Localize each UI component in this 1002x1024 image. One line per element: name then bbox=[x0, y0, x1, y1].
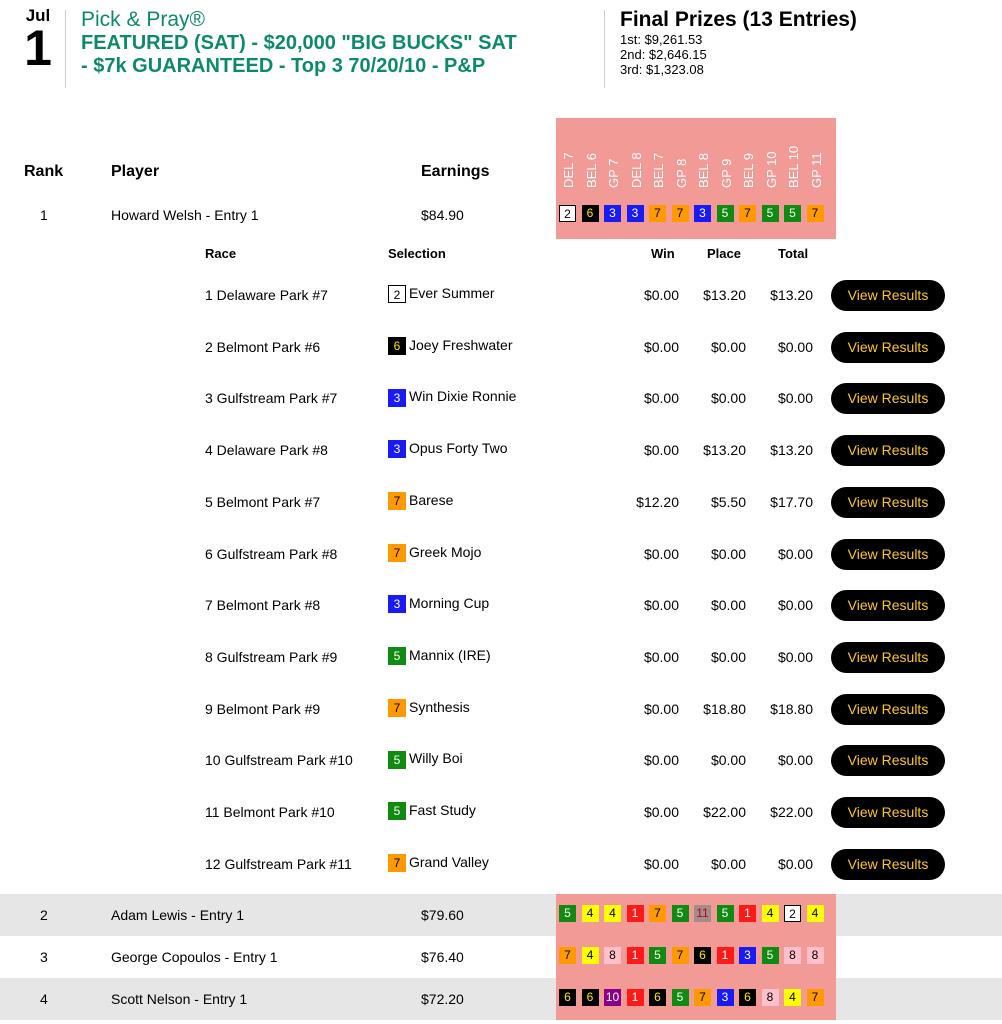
selection-detail-header bbox=[0, 246, 1002, 266]
pick-number-box: 8 bbox=[762, 989, 779, 1006]
player-name[interactable]: Adam Lewis - Entry 1 bbox=[111, 907, 245, 923]
contest-header bbox=[0, 0, 1002, 100]
win-amount: $0.00 bbox=[643, 287, 679, 303]
race-labels bbox=[556, 118, 836, 194]
total-amount: $0.00 bbox=[777, 752, 813, 769]
pick-number-box: 5 bbox=[717, 205, 734, 222]
post-number-box: 3 bbox=[388, 595, 406, 613]
rank-header: Rank bbox=[24, 163, 64, 180]
pick-number-box: 7 bbox=[672, 947, 689, 964]
win-amount: $0.00 bbox=[643, 648, 679, 665]
selection bbox=[388, 595, 489, 613]
horse-name: Morning Cup bbox=[409, 595, 490, 612]
total-amount: $18.80 bbox=[770, 700, 813, 717]
pick-number-box: 5 bbox=[649, 947, 666, 964]
pick-number-box: 5 bbox=[559, 905, 576, 922]
selection-row bbox=[0, 683, 1002, 735]
game-name: Pick & Pray® bbox=[81, 8, 206, 31]
win-col-header: Win bbox=[651, 246, 675, 261]
place-amount: $0.00 bbox=[710, 597, 746, 614]
race-label: DEL 8 bbox=[628, 152, 644, 188]
post-number-box: 6 bbox=[388, 337, 406, 355]
selection-row bbox=[0, 631, 1002, 683]
win-amount: $0.00 bbox=[643, 804, 679, 820]
pick-number-box: 7 bbox=[739, 205, 756, 222]
selection bbox=[388, 802, 476, 820]
pick-number-box: 6 bbox=[582, 205, 599, 222]
selection-row bbox=[0, 372, 1002, 424]
rank-cell: 2 bbox=[40, 907, 48, 923]
place-amount: $0.00 bbox=[710, 390, 746, 407]
win-amount: $0.00 bbox=[643, 545, 679, 562]
view-results-button[interactable]: View Results bbox=[831, 849, 945, 880]
pick-number-box: 5 bbox=[784, 205, 801, 222]
place-amount: $0.00 bbox=[710, 855, 746, 872]
leaderboard-row[interactable] bbox=[0, 978, 1002, 1020]
race-label: GP 9 bbox=[718, 158, 734, 188]
header-divider bbox=[65, 10, 66, 88]
selection-row bbox=[0, 734, 1002, 786]
horse-name: Joey Freshwater bbox=[409, 336, 513, 353]
earnings-cell: $84.90 bbox=[421, 207, 464, 223]
pick-number-box: 6 bbox=[649, 989, 666, 1006]
rank-cell: 4 bbox=[40, 991, 48, 1007]
win-amount: $0.00 bbox=[643, 700, 679, 717]
header-divider bbox=[604, 10, 605, 88]
pick-number-box: 7 bbox=[694, 989, 711, 1006]
pick-number-box: 7 bbox=[649, 205, 666, 222]
prize-second: 2nd: $2,646.15 bbox=[620, 47, 707, 62]
total-amount: $0.00 bbox=[777, 648, 813, 665]
race-name: 4 Delaware Park #8 bbox=[205, 442, 328, 459]
selection bbox=[388, 544, 481, 562]
post-number-box: 7 bbox=[388, 854, 406, 872]
race-label: GP 10 bbox=[763, 151, 779, 188]
view-results-button[interactable]: View Results bbox=[831, 539, 945, 570]
pick-number-box: 10 bbox=[605, 990, 620, 1004]
player-name[interactable]: Scott Nelson - Entry 1 bbox=[111, 991, 248, 1007]
selection bbox=[388, 854, 489, 872]
selection-row bbox=[0, 476, 1002, 528]
pick-boxes bbox=[556, 936, 836, 978]
pick-number-box: 3 bbox=[739, 947, 756, 964]
pick-number-box: 4 bbox=[582, 947, 599, 964]
race-name: 9 Belmont Park #9 bbox=[205, 700, 321, 717]
earnings-cell: $79.60 bbox=[421, 907, 464, 923]
prize-third: 3rd: $1,323.08 bbox=[620, 62, 704, 77]
pick-number-box: 4 bbox=[582, 905, 599, 922]
post-number-box: 7 bbox=[388, 492, 406, 510]
selection bbox=[388, 285, 495, 303]
pick-boxes bbox=[556, 978, 836, 1020]
leaderboard-row[interactable] bbox=[0, 894, 1002, 936]
player-name[interactable]: Howard Welsh - Entry 1 bbox=[111, 207, 259, 223]
pick-number-box: 5 bbox=[672, 989, 689, 1006]
view-results-button[interactable]: View Results bbox=[831, 745, 945, 776]
pick-number-box: 7 bbox=[807, 205, 824, 222]
player-name[interactable]: George Copoulos - Entry 1 bbox=[111, 949, 278, 965]
pick-number-box: 8 bbox=[807, 947, 824, 964]
player-header: Player bbox=[111, 163, 160, 180]
selection bbox=[388, 647, 491, 665]
pick-boxes bbox=[556, 194, 836, 236]
pick-number-box: 11 bbox=[694, 905, 711, 922]
win-amount: $12.20 bbox=[636, 493, 679, 510]
horse-name: Win Dixie Ronnie bbox=[409, 388, 517, 405]
horse-name: Ever Summer bbox=[409, 285, 495, 301]
horse-name: Opus Forty Two bbox=[409, 440, 508, 457]
pick-number-box: 1 bbox=[739, 905, 756, 922]
horse-name: Greek Mojo bbox=[409, 543, 482, 560]
place-amount: $18.80 bbox=[703, 700, 746, 717]
total-amount: $13.20 bbox=[770, 287, 813, 303]
race-label: GP 7 bbox=[606, 158, 621, 188]
rank-cell: 3 bbox=[40, 949, 48, 965]
race-name: 10 Gulfstream Park #10 bbox=[205, 752, 353, 769]
selection-row bbox=[0, 579, 1002, 631]
pick-number-box: 5 bbox=[762, 947, 779, 964]
post-number-box: 3 bbox=[388, 389, 406, 407]
earnings-header: Earnings bbox=[421, 163, 490, 180]
total-amount: $0.00 bbox=[777, 390, 813, 407]
contest-name-line2: - $7k GUARANTEED - Top 3 70/20/10 - P&P bbox=[81, 55, 486, 77]
place-col-header: Place bbox=[707, 246, 741, 261]
pick-number-box: 8 bbox=[604, 947, 621, 964]
horse-name: Mannix (IRE) bbox=[409, 646, 491, 663]
selection-row bbox=[0, 786, 1002, 838]
view-results-button[interactable]: View Results bbox=[831, 642, 945, 673]
contest-title bbox=[81, 8, 601, 78]
race-label: DEL 7 bbox=[561, 152, 576, 188]
pick-number-box: 3 bbox=[717, 989, 734, 1006]
race-label: BEL 10 bbox=[786, 145, 801, 188]
post-number-box: 7 bbox=[388, 699, 406, 717]
selection bbox=[388, 750, 463, 768]
leaderboard-row[interactable] bbox=[0, 936, 1002, 978]
selection-row bbox=[0, 424, 1002, 476]
selection-col-header: Selection bbox=[388, 246, 446, 261]
final-prizes bbox=[620, 8, 857, 77]
view-results-button[interactable]: View Results bbox=[831, 435, 945, 466]
place-amount: $5.50 bbox=[710, 493, 746, 510]
prize-first: 1st: $9,261.53 bbox=[620, 32, 703, 47]
view-results-button[interactable]: View Results bbox=[831, 797, 945, 828]
view-results-button[interactable]: View Results bbox=[831, 487, 945, 518]
selection-row bbox=[0, 269, 1002, 321]
race-name: 8 Gulfstream Park #9 bbox=[205, 648, 338, 665]
win-amount: $0.00 bbox=[643, 390, 679, 407]
win-amount: $0.00 bbox=[643, 338, 679, 355]
horse-name: Willy Boi bbox=[409, 750, 463, 767]
earnings-cell: $72.20 bbox=[421, 991, 464, 1007]
place-amount: $13.20 bbox=[703, 287, 746, 303]
win-amount: $0.00 bbox=[643, 442, 679, 459]
selection-row bbox=[0, 528, 1002, 580]
race-name: 3 Gulfstream Park #7 bbox=[205, 390, 338, 407]
horse-name: Synthesis bbox=[409, 698, 470, 715]
place-amount: $22.00 bbox=[703, 804, 746, 820]
total-amount: $0.00 bbox=[777, 338, 813, 355]
total-amount: $0.00 bbox=[777, 597, 813, 614]
selection bbox=[388, 699, 470, 717]
post-number-box: 5 bbox=[388, 802, 406, 820]
rank-cell: 1 bbox=[40, 207, 48, 223]
view-results-button[interactable]: View Results bbox=[831, 383, 945, 414]
win-amount: $0.00 bbox=[643, 597, 679, 614]
post-number-box: 3 bbox=[388, 440, 406, 458]
race-label: BEL 6 bbox=[583, 153, 599, 188]
total-amount: $0.00 bbox=[777, 545, 813, 562]
race-name: 11 Belmont Park #10 bbox=[205, 804, 335, 820]
total-amount: $17.70 bbox=[770, 493, 813, 510]
race-name: 1 Delaware Park #7 bbox=[205, 287, 328, 303]
pick-number-box: 6 bbox=[739, 989, 756, 1006]
leaderboard-row[interactable] bbox=[0, 194, 1002, 236]
post-number-box: 7 bbox=[388, 544, 406, 562]
earnings-cell: $76.40 bbox=[421, 949, 464, 965]
race-name: 6 Gulfstream Park #8 bbox=[205, 545, 338, 562]
pick-number-box: 2 bbox=[784, 905, 801, 922]
view-results-button[interactable]: View Results bbox=[831, 280, 945, 311]
place-amount: $0.00 bbox=[710, 648, 746, 665]
race-name: 12 Gulfstream Park #11 bbox=[205, 855, 352, 872]
selection bbox=[388, 388, 516, 406]
horse-name: Barese bbox=[409, 491, 454, 508]
selection bbox=[388, 440, 508, 458]
pick-number-box: 7 bbox=[672, 205, 689, 222]
race-label: BEL 9 bbox=[741, 153, 756, 188]
place-amount: $0.00 bbox=[710, 752, 746, 769]
total-amount: $13.20 bbox=[770, 442, 813, 459]
selection-row bbox=[0, 321, 1002, 373]
race-name: 7 Belmont Park #8 bbox=[205, 597, 321, 614]
pick-boxes bbox=[556, 894, 836, 936]
post-number-box: 5 bbox=[388, 647, 406, 665]
total-amount: $22.00 bbox=[770, 804, 813, 820]
race-name: 2 Belmont Park #6 bbox=[205, 338, 321, 355]
pick-number-box: 4 bbox=[604, 905, 621, 922]
pick-number-box: 7 bbox=[807, 989, 824, 1006]
pick-number-box: 4 bbox=[807, 905, 824, 922]
prizes-title: Final Prizes (13 Entries) bbox=[620, 8, 857, 31]
pick-number-box: 1 bbox=[717, 947, 734, 964]
pick-number-box: 3 bbox=[694, 205, 711, 222]
pick-number-box: 2 bbox=[559, 205, 576, 222]
date-day: 1 bbox=[24, 20, 52, 76]
view-results-button[interactable]: View Results bbox=[831, 332, 945, 363]
contest-date bbox=[18, 6, 58, 76]
place-amount: $0.00 bbox=[710, 545, 746, 562]
pick-number-box: 4 bbox=[784, 989, 801, 1006]
race-label: BEL 7 bbox=[651, 153, 666, 188]
view-results-button[interactable]: View Results bbox=[831, 694, 945, 725]
selection bbox=[388, 337, 512, 355]
post-number-box: 2 bbox=[388, 285, 406, 303]
contest-name-line1: FEATURED (SAT) - $20,000 "BIG BUCKS" SAT bbox=[81, 32, 517, 54]
date-month: Jul bbox=[25, 6, 51, 25]
pick-number-box: 8 bbox=[784, 947, 801, 964]
horse-name: Fast Study bbox=[409, 802, 476, 818]
pick-number-box: 4 bbox=[762, 905, 779, 922]
race-label: BEL 8 bbox=[696, 153, 711, 188]
leaderboard-header bbox=[0, 118, 1002, 198]
view-results-button[interactable]: View Results bbox=[831, 590, 945, 621]
pick-number-box: 1 bbox=[627, 989, 644, 1006]
horse-name: Grand Valley bbox=[409, 853, 489, 870]
pick-number-box: 6 bbox=[582, 989, 599, 1006]
race-name: 5 Belmont Park #7 bbox=[205, 493, 321, 510]
race-label: GP 8 bbox=[673, 158, 689, 188]
post-number-box: 5 bbox=[388, 751, 406, 769]
total-col-header: Total bbox=[778, 246, 809, 261]
pick-number-box: 3 bbox=[604, 205, 621, 222]
place-amount: $0.00 bbox=[710, 338, 746, 355]
race-label: GP 11 bbox=[808, 152, 824, 188]
pick-number-box: 6 bbox=[559, 989, 576, 1006]
total-amount: $0.00 bbox=[777, 855, 813, 872]
selection-row bbox=[0, 838, 1002, 890]
selection bbox=[388, 492, 453, 510]
pick-number-box: 3 bbox=[627, 205, 644, 222]
pick-number-box: 6 bbox=[694, 947, 711, 964]
pick-number-box: 1 bbox=[627, 947, 644, 964]
pick-number-box: 7 bbox=[649, 905, 666, 922]
win-amount: $0.00 bbox=[643, 855, 679, 872]
win-amount: $0.00 bbox=[643, 752, 679, 769]
pick-number-box: 5 bbox=[672, 905, 689, 922]
place-amount: $13.20 bbox=[703, 442, 746, 459]
pick-number-box: 1 bbox=[627, 905, 644, 922]
band-edge bbox=[556, 236, 836, 239]
race-col-header: Race bbox=[205, 246, 237, 261]
pick-number-box: 5 bbox=[762, 205, 779, 222]
pick-number-box: 7 bbox=[559, 947, 576, 964]
pick-number-box: 5 bbox=[717, 905, 734, 922]
